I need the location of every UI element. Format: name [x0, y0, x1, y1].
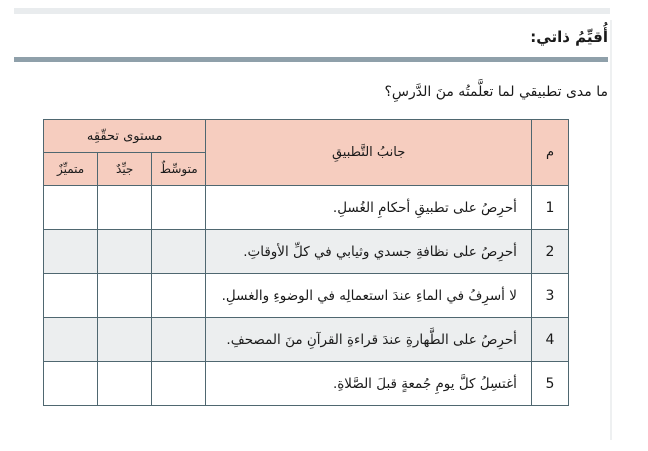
level-average-cell[interactable]	[152, 230, 206, 274]
table-row	[44, 230, 569, 274]
self-assessment-table	[43, 119, 569, 406]
row-text: أحرِصُ على تطبيقِ أحكامِ الغُسلِ.	[206, 186, 532, 230]
row-number: 2	[531, 230, 568, 274]
level-excellent-header: متميِّزٌ	[44, 153, 98, 186]
row-text: لا أسرِفُ في الماءِ عندَ استعمالِه في الوضوءِ والغسلِ.	[206, 274, 532, 318]
row-number: 1	[531, 186, 568, 230]
level-header: مستوى تحقّقِه	[44, 120, 206, 153]
section-heading: أُقيِّمُ ذاتي:	[530, 28, 608, 46]
table-row	[44, 186, 569, 230]
level-average-cell[interactable]	[152, 186, 206, 230]
row-number: 4	[531, 318, 568, 362]
row-text: أحرِصُ على نظافةِ جسدي وثيابي في كلِّ الأوقاتِ.	[206, 230, 532, 274]
level-average-cell[interactable]	[152, 318, 206, 362]
row-text: أغتسِلُ كلَّ يومِ جُمعةٍ قبلَ الصَّلاةِ.	[206, 362, 532, 406]
row-text: أحرِصُ على الطَّهارةِ عندَ قراءةِ القرآنِ منَ المصحفِ.	[206, 318, 532, 362]
level-excellent-cell[interactable]	[44, 318, 98, 362]
level-good-header: جيِّدٌ	[98, 153, 152, 186]
level-excellent-cell[interactable]	[44, 186, 98, 230]
level-good-cell[interactable]	[98, 230, 152, 274]
page-edge	[610, 20, 612, 440]
level-excellent-cell[interactable]	[44, 230, 98, 274]
row-number: 5	[531, 362, 568, 406]
level-good-cell[interactable]	[98, 362, 152, 406]
number-header: م	[531, 120, 568, 186]
heading-divider	[14, 57, 608, 62]
question-text: ما مدى تطبيقي لما تعلَّمتُه منَ الدَّرسِ؟	[384, 84, 608, 100]
level-good-cell[interactable]	[98, 274, 152, 318]
level-average-cell[interactable]	[152, 362, 206, 406]
row-number: 3	[531, 274, 568, 318]
level-excellent-cell[interactable]	[44, 274, 98, 318]
level-average-cell[interactable]	[152, 274, 206, 318]
level-average-header: متوسِّطٌ	[152, 153, 206, 186]
aspect-header: جانبُ التَّطبيقِ	[206, 120, 532, 186]
top-divider	[14, 8, 610, 14]
level-good-cell[interactable]	[98, 186, 152, 230]
table-row	[44, 362, 569, 406]
table-row	[44, 274, 569, 318]
level-good-cell[interactable]	[98, 318, 152, 362]
level-excellent-cell[interactable]	[44, 362, 98, 406]
table-row	[44, 318, 569, 362]
